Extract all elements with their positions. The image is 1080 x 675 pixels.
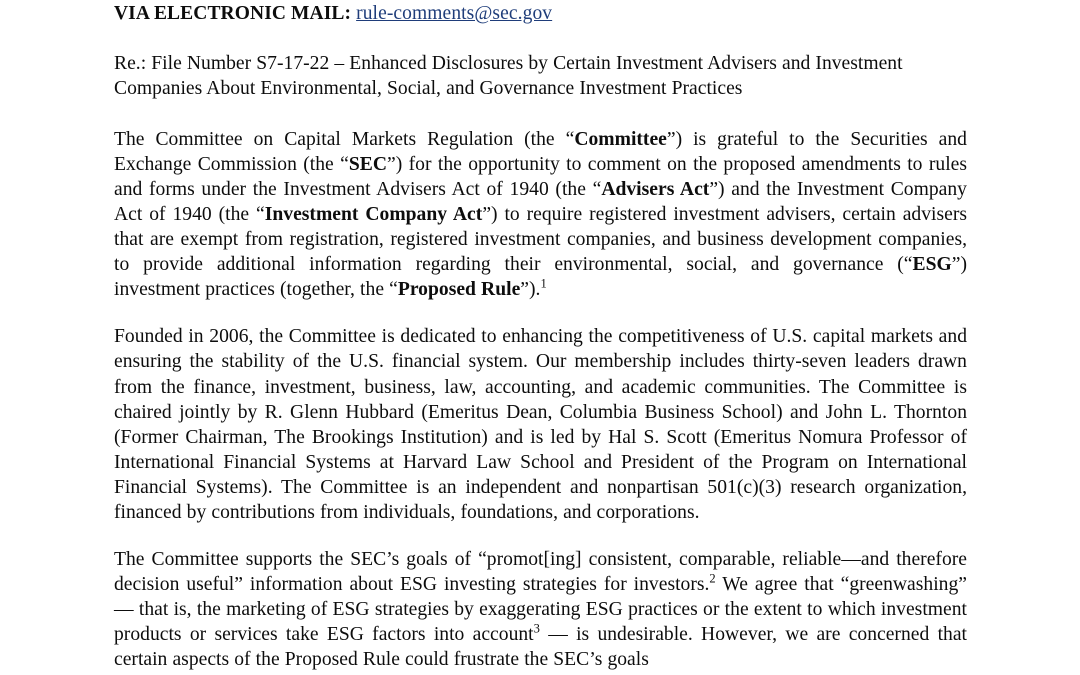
spacer-after-para-1: [114, 302, 967, 324]
body-text: ”) to require registered investment advisers, certain advisers that are exempt from registration, registered investment companies, and business development companies, to provide additional information regarding their environmental, social, and governance (“: [114, 204, 967, 276]
via-electronic-mail-heading: [114, 0, 967, 26]
defined-term: Investment Company Act: [264, 204, 483, 226]
defined-term: Advisers Act: [601, 179, 710, 201]
body-text: ”) for the opportunity to comment on the proposed amendments to rules and forms under the Investment Advisers Act of 1940 (the “: [114, 154, 967, 201]
paragraph-committee-intro: [114, 127, 967, 302]
body-text: ”).: [520, 279, 541, 301]
spacer-after-para-2: [114, 525, 967, 547]
subject-line-1: Re.: File Number S7-17-22 – Enhanced Disclosures by Certain Investment Advisers and Investment: [114, 53, 903, 74]
body-text: — is undesirable. However, we are concerned that certain aspects of the Proposed Rule could frustrate the SEC’s goals: [114, 623, 967, 670]
defined-term: ESG: [912, 254, 952, 276]
body-text: The Committee supports the SEC’s goals of “promot[ing] consistent, comparable, reliable—and therefore decision useful” information about ESG investing strategies for investors.: [114, 548, 967, 595]
subject-line: [114, 51, 967, 101]
paragraph-committee-support: [114, 547, 967, 672]
document-content: [114, 0, 967, 672]
body-text: ”) is grateful to the Securities and Exchange Commission (the “: [114, 129, 967, 176]
spacer-after-subject: [114, 101, 967, 127]
footnote-marker[interactable]: 2: [709, 571, 716, 586]
body-text: ”) investment practices (together, the “: [114, 254, 967, 301]
paragraph-committee-background: [114, 324, 967, 524]
footnote-marker[interactable]: 1: [540, 276, 547, 291]
body-text: We agree that “greenwashing” — that is, the marketing of ESG strategies by exaggerating ESG practices or the extent to which investment products or services take ESG factors into account: [114, 573, 967, 645]
via-electronic-mail-label: VIA ELECTRONIC MAIL:: [114, 3, 352, 24]
footnote-marker[interactable]: 3: [533, 621, 540, 636]
subject-line-2: Companies About Environmental, Social, and Governance Investment Practices: [114, 78, 743, 100]
body-text: Founded in 2006, the Committee is dedicated to enhancing the competitiveness of U.S. capital markets and ensuring the stability of the U.S. financial system. Our membership includes thirty-seven leaders drawn from the finance, investment, business, law, accounting, and academic communities. The Committee is chaired jointly by R. Glenn Hubbard (Emeritus Dean, Columbia Business School) and John L. Thornton (Former Chairman, The Brookings Institution) and is led by Hal S. Scott (Emeritus Nomura Professor of International Financial Systems at Harvard Law School and President of the Program on International Financial Systems). The Committee is an independent and nonpartisan 501(c)(3) research organization, financed by contributions from individuals, foundations, and corporations.: [114, 326, 967, 523]
rule-comments-email-link[interactable]: rule-comments@sec.gov: [356, 3, 553, 24]
body-text: The Committee on Capital Markets Regulation (the “: [114, 129, 575, 151]
body-text: ”) and the Investment Company Act of 1940 (the “: [114, 179, 967, 226]
defined-term: Proposed Rule: [397, 279, 521, 301]
defined-term: SEC: [348, 154, 387, 176]
spacer-after-heading: [114, 26, 967, 51]
defined-term: Committee: [574, 129, 667, 151]
